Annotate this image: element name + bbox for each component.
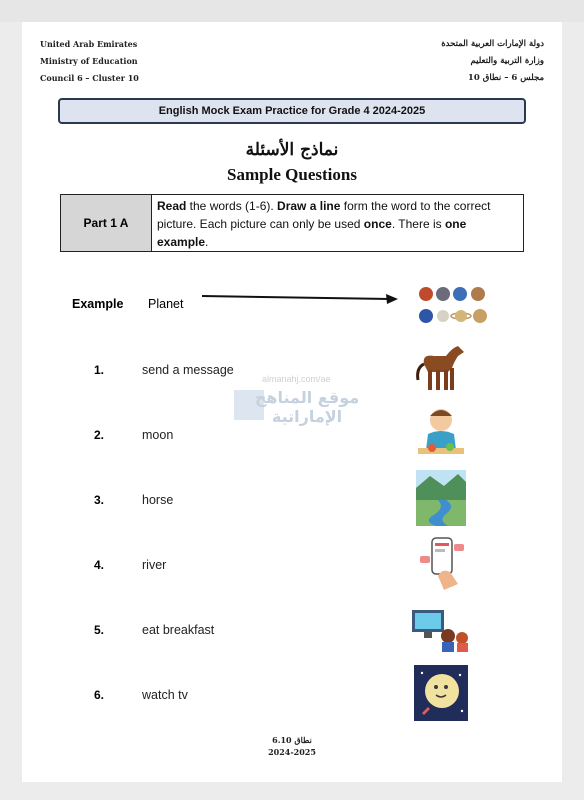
item-number: 6.: [94, 688, 105, 702]
item-word: horse: [142, 493, 174, 507]
header-council-ar: مجلس 6 – نطاق 10: [467, 73, 544, 83]
example-word: Planet: [148, 297, 184, 311]
item-word: moon: [142, 428, 174, 442]
title-arabic: نماذج الأسئلة: [245, 140, 339, 160]
item-word: watch tv: [142, 688, 188, 702]
header-country-ar: دولة الإمارات العربية المتحدة: [441, 39, 544, 49]
header-country: United Arab Emirates: [40, 39, 138, 49]
header-council: Council 6 – Cluster 10: [40, 73, 139, 83]
title-english: Sample Questions: [227, 165, 357, 184]
instructions-box: [60, 194, 524, 252]
moon-icon: [414, 665, 468, 721]
river-icon: [416, 470, 466, 526]
top-strip: [0, 0, 584, 22]
document-page: [22, 22, 562, 782]
watermark-url: almanahj.com/ae: [262, 374, 331, 384]
exam-banner: English Mock Exam Practice for Grade 4 2024-2025: [58, 98, 526, 124]
part-label: Part 1 A: [61, 195, 152, 251]
item-word: eat breakfast: [142, 623, 215, 637]
instr-t4: form the word to the correct picture. Each picture can only be used: [157, 199, 491, 231]
header-right: [441, 36, 544, 87]
item-word: river: [142, 558, 167, 572]
item-word: send a message: [142, 363, 234, 377]
footer-line-2: 2024-2025: [268, 747, 316, 757]
example-label: Example: [72, 297, 124, 311]
instr-t2: the words (1-6).: [186, 199, 278, 213]
header-ministry-ar: وزارة التربية والتعليم: [470, 56, 544, 66]
instr-once: once: [363, 217, 392, 231]
item-number: 4.: [94, 558, 105, 572]
item-number: 5.: [94, 623, 105, 637]
planets-icon: [418, 284, 494, 328]
item-number: 1.: [94, 363, 105, 377]
header-left: [40, 36, 139, 87]
item-number: 2.: [94, 428, 105, 442]
watching-tv-icon: [410, 606, 470, 652]
item-number: 3.: [94, 493, 105, 507]
footer: [22, 734, 562, 758]
phone-message-icon: [418, 534, 468, 592]
footer-line-1: نطاق 6.10: [272, 735, 312, 745]
watermark: [232, 374, 382, 434]
watermark-name: موقع المناهج الإماراتية: [254, 388, 360, 426]
horse-icon: [412, 342, 468, 396]
boy-eating-icon: [416, 404, 466, 462]
instr-draw: Draw a line: [277, 199, 341, 213]
instructions-text: [152, 195, 523, 251]
instr-one-example: one example: [157, 217, 467, 249]
instr-t8: .: [205, 235, 209, 249]
instr-t6: . There is: [391, 217, 445, 231]
example-arrow: [202, 290, 402, 306]
header-ministry: Ministry of Education: [40, 56, 138, 66]
instr-read: Read: [157, 199, 187, 213]
